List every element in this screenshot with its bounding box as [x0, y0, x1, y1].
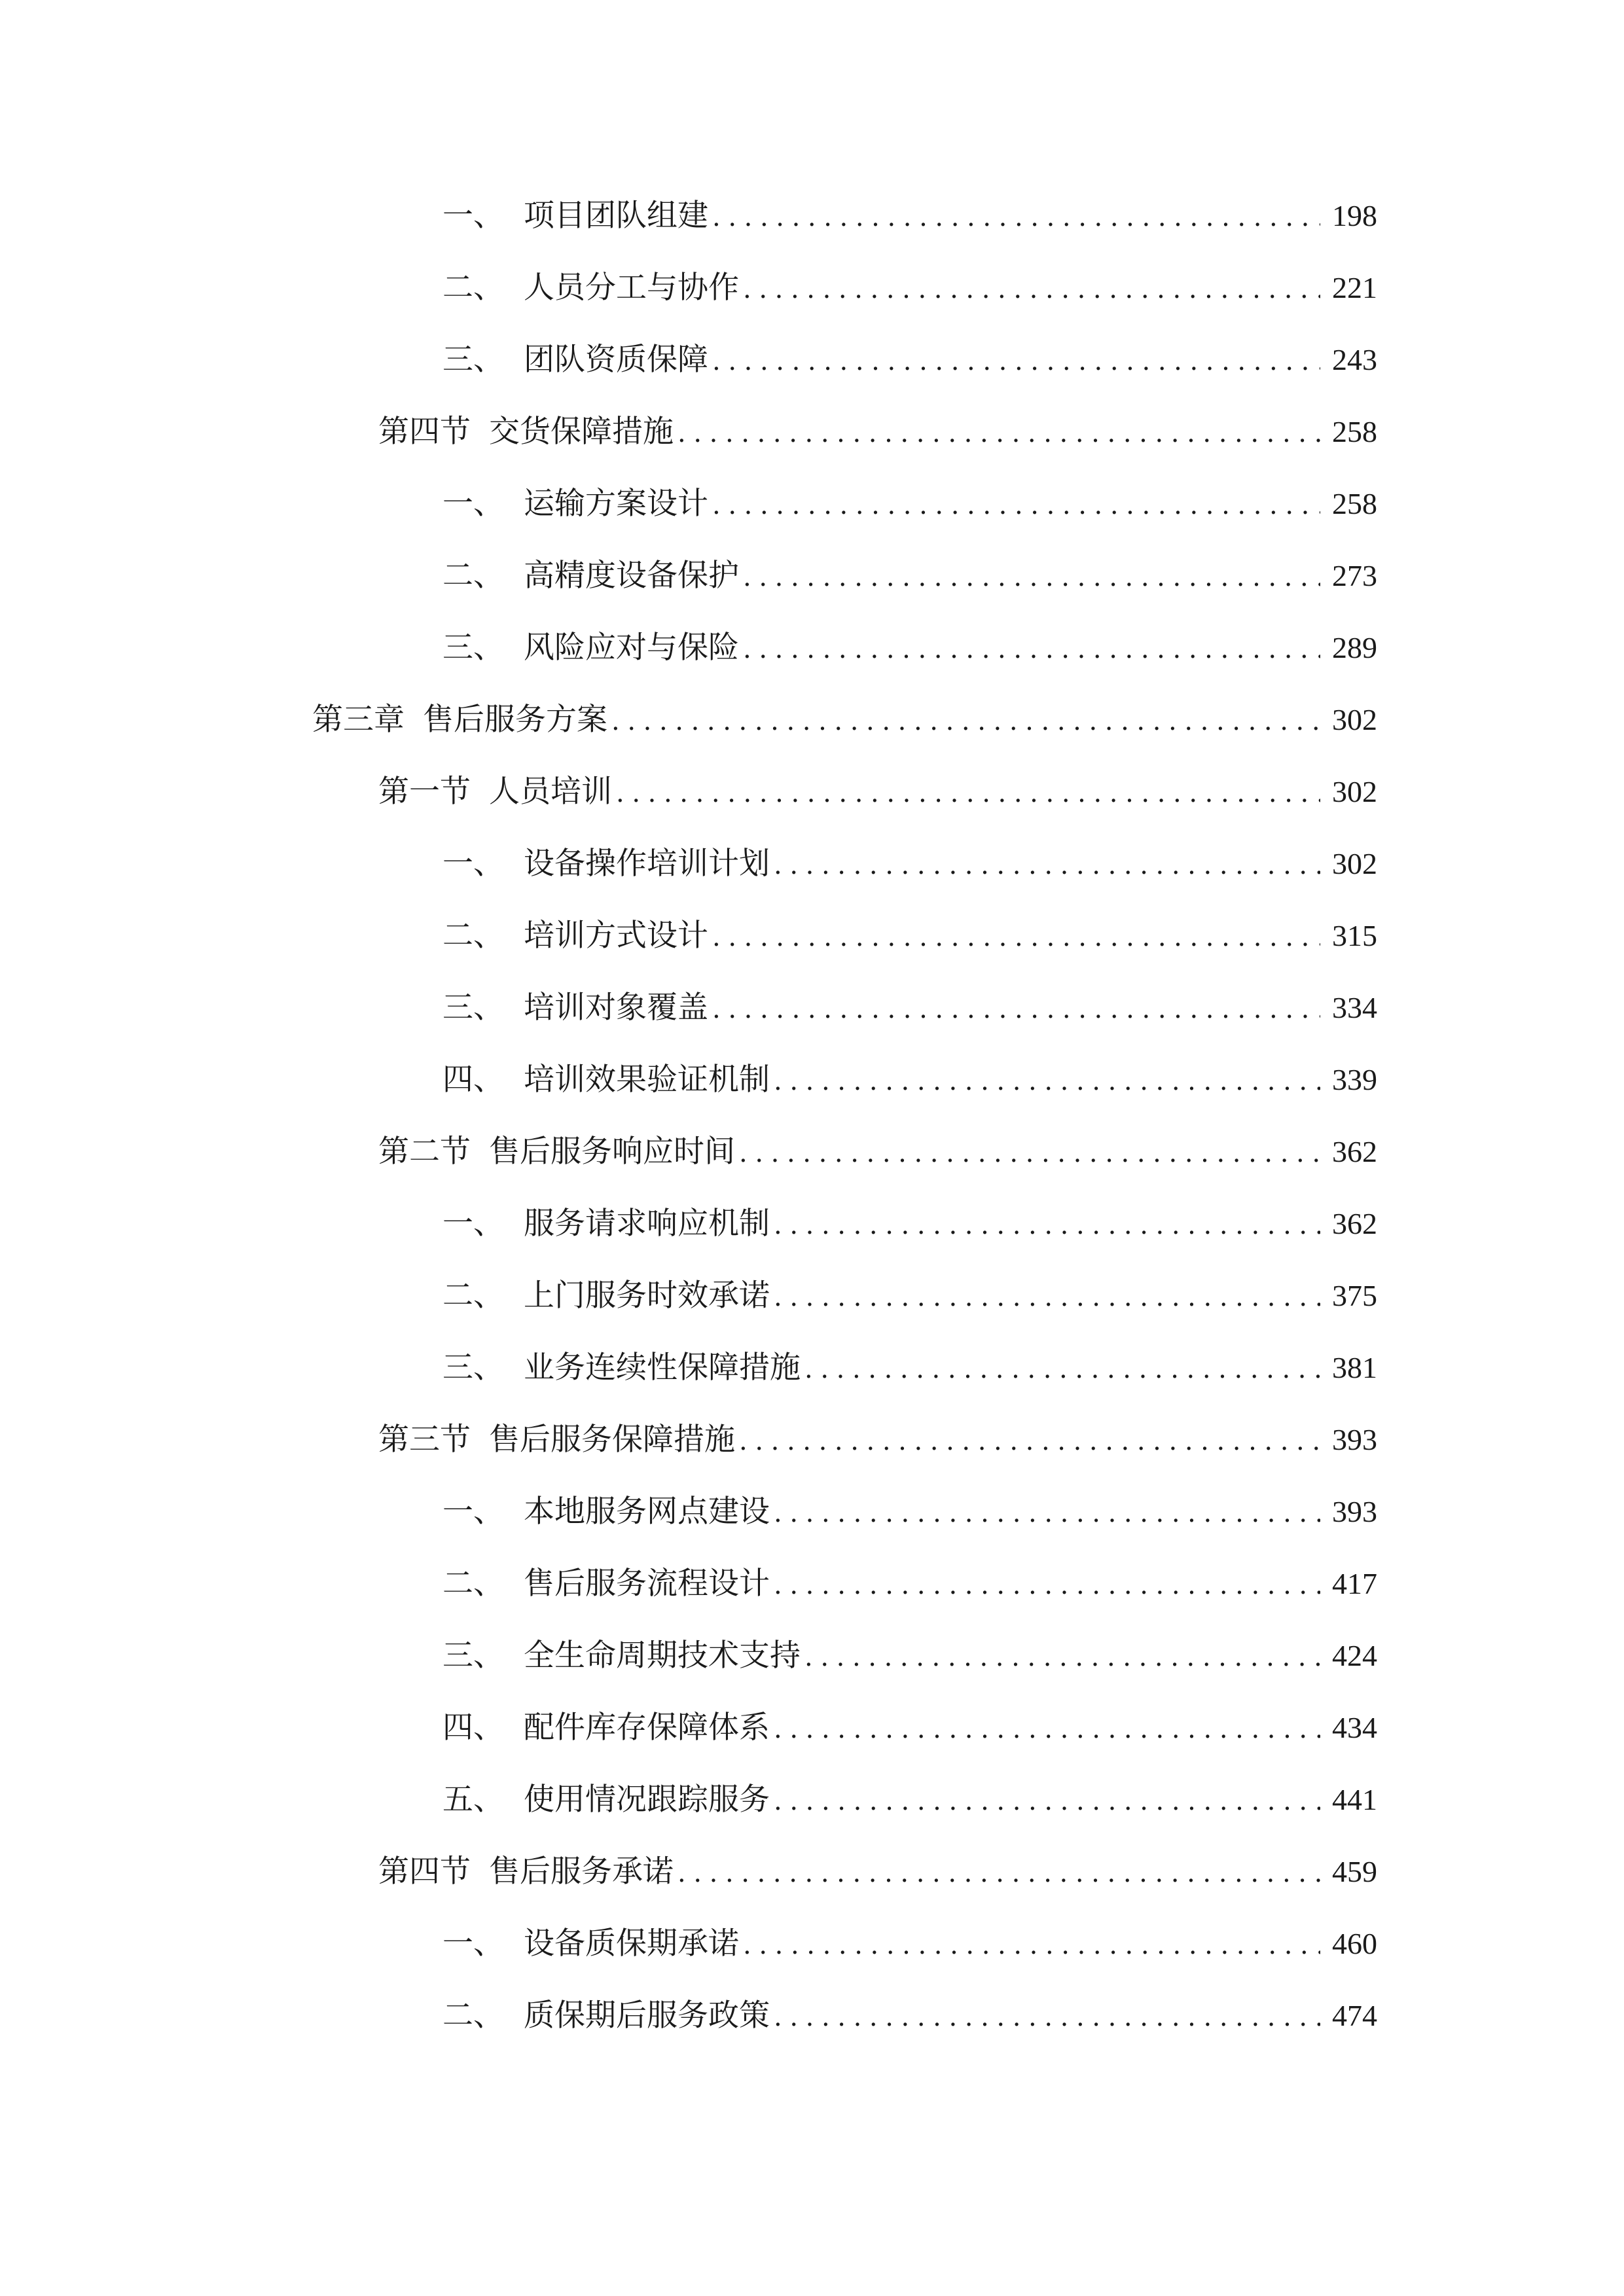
toc-entry-title: 配件库存保障体系 — [524, 1710, 770, 1746]
dot-leader — [774, 1703, 1320, 1755]
toc-entry-title: 交货保障措施 — [489, 414, 674, 450]
dot-leader — [774, 1199, 1320, 1251]
toc-entry-title: 业务连续性保障措施 — [524, 1350, 801, 1386]
toc-entry[interactable] — [442, 1054, 1377, 1106]
toc-entry[interactable] — [442, 1702, 1377, 1754]
toc-entry-page: 375 — [1332, 1279, 1377, 1312]
toc-entry-number: 二、 — [442, 1566, 504, 1602]
toc-entry-page: 221 — [1332, 271, 1377, 304]
dot-leader — [677, 1847, 1320, 1899]
toc-entry-page: 362 — [1332, 1135, 1377, 1168]
toc-entry[interactable] — [378, 766, 1377, 818]
toc-entry[interactable] — [442, 478, 1377, 530]
toc-entry-number: 三、 — [442, 630, 504, 666]
toc-entry[interactable] — [442, 1198, 1377, 1250]
dot-leader — [743, 623, 1320, 675]
toc-entry-number: 一、 — [442, 1494, 504, 1530]
toc-entry-page: 441 — [1332, 1783, 1377, 1816]
toc-entry-page: 315 — [1332, 919, 1377, 952]
toc-entry-page: 198 — [1332, 199, 1377, 232]
toc-entry-title: 售后服务承诺 — [489, 1854, 674, 1890]
toc-entry-number: 二、 — [442, 1998, 504, 2034]
toc-entry[interactable] — [442, 550, 1377, 602]
toc-entry-number: 四、 — [442, 1062, 504, 1098]
toc-entry-number: 三、 — [442, 990, 504, 1026]
toc-entry-number: 三、 — [442, 1350, 504, 1386]
toc-entry-page: 434 — [1332, 1711, 1377, 1744]
toc-entry-page: 474 — [1332, 1999, 1377, 2032]
toc-entry-title: 上门服务时效承诺 — [524, 1278, 770, 1314]
dot-leader — [774, 1991, 1320, 2043]
toc-entry-number: 二、 — [442, 270, 504, 306]
toc-entry-number: 二、 — [442, 1278, 504, 1314]
dot-leader — [712, 335, 1320, 387]
dot-leader — [774, 1271, 1320, 1323]
toc-entry-number: 一、 — [442, 198, 504, 234]
toc-entry-page: 459 — [1332, 1855, 1377, 1888]
toc-entry-page: 339 — [1332, 1063, 1377, 1096]
toc-entry-page: 302 — [1332, 703, 1377, 736]
toc-entry-number: 二、 — [442, 558, 504, 594]
toc-entry-title: 设备质保期承诺 — [524, 1926, 739, 1962]
toc-entry-page: 273 — [1332, 559, 1377, 592]
toc-entry[interactable] — [378, 1846, 1377, 1898]
toc-entry-page: 362 — [1332, 1207, 1377, 1240]
toc-entry-title: 风险应对与保险 — [524, 630, 739, 666]
toc-entry-page: 334 — [1332, 991, 1377, 1024]
toc-entry-page: 289 — [1332, 631, 1377, 664]
toc-entry-number: 一、 — [442, 846, 504, 882]
dot-leader — [712, 479, 1320, 531]
toc-entry[interactable] — [378, 1126, 1377, 1178]
dot-leader — [616, 767, 1320, 819]
dot-leader — [804, 1343, 1320, 1395]
toc-entry-page: 302 — [1332, 847, 1377, 880]
toc-entry-number: 第四节 — [378, 414, 471, 450]
toc-entry-number: 第二节 — [378, 1134, 471, 1170]
toc-entry-title: 本地服务网点建设 — [524, 1494, 770, 1530]
toc-entry-title: 团队资质保障 — [524, 342, 708, 378]
dot-leader — [712, 983, 1320, 1035]
dot-leader — [677, 407, 1320, 459]
dot-leader — [611, 695, 1320, 747]
toc-entry-number: 一、 — [442, 1926, 504, 1962]
toc-entry-number: 第三章 — [312, 702, 405, 738]
toc-entry-page: 243 — [1332, 343, 1377, 376]
dot-leader — [712, 911, 1320, 963]
toc-entry[interactable] — [442, 1270, 1377, 1322]
dot-leader — [743, 263, 1320, 315]
toc-entry-title: 使用情况跟踪服务 — [524, 1782, 770, 1818]
toc-entry-page: 417 — [1332, 1567, 1377, 1600]
toc-entry[interactable] — [442, 1342, 1377, 1394]
toc-entry-title: 售后服务响应时间 — [489, 1134, 735, 1170]
toc-entry-number: 五、 — [442, 1782, 504, 1818]
toc-entry-title: 项目团队组建 — [524, 198, 708, 234]
dot-leader — [774, 1775, 1320, 1827]
toc-entry[interactable] — [442, 838, 1377, 890]
toc-entry[interactable] — [442, 262, 1377, 314]
toc-entry[interactable] — [442, 982, 1377, 1034]
toc-entry-title: 服务请求响应机制 — [524, 1206, 770, 1242]
toc-entry-title: 人员培训 — [489, 774, 612, 810]
toc-entry-number: 第三节 — [378, 1422, 471, 1458]
toc-entry-title: 售后服务保障措施 — [489, 1422, 735, 1458]
toc-entry-page: 381 — [1332, 1351, 1377, 1384]
toc-entry[interactable] — [442, 1990, 1377, 2042]
toc-entry-title: 培训效果验证机制 — [524, 1062, 770, 1098]
dot-leader — [743, 551, 1320, 603]
dot-leader — [739, 1415, 1320, 1467]
toc-entry[interactable] — [442, 622, 1377, 674]
toc-entry-title: 人员分工与协作 — [524, 270, 739, 306]
toc-entry-title: 培训对象覆盖 — [524, 990, 708, 1026]
toc-entry-title: 售后服务方案 — [423, 702, 607, 738]
toc-entry-number: 四、 — [442, 1710, 504, 1746]
toc-entry-title: 培训方式设计 — [524, 918, 708, 954]
toc-entry-page: 460 — [1332, 1927, 1377, 1960]
toc-entry-page: 258 — [1332, 487, 1377, 520]
dot-leader — [712, 191, 1320, 243]
toc-entry-title: 设备操作培训计划 — [524, 846, 770, 882]
toc-entry[interactable] — [442, 1558, 1377, 1610]
toc-entry[interactable] — [378, 406, 1377, 458]
toc-entry-title: 全生命周期技术支持 — [524, 1638, 801, 1674]
toc-entry-title: 质保期后服务政策 — [524, 1998, 770, 2034]
toc-entry[interactable] — [442, 1486, 1377, 1538]
toc-entry-title: 运输方案设计 — [524, 486, 708, 522]
toc-entry[interactable] — [442, 334, 1377, 386]
toc-entry-page: 393 — [1332, 1495, 1377, 1528]
dot-leader — [739, 1127, 1320, 1179]
toc-entry-number: 二、 — [442, 918, 504, 954]
toc-entry[interactable] — [442, 1918, 1377, 1970]
toc-entry-page: 393 — [1332, 1423, 1377, 1456]
toc-entry[interactable] — [378, 1414, 1377, 1466]
toc-entry-number: 三、 — [442, 342, 504, 378]
toc-entry[interactable] — [442, 910, 1377, 962]
toc-entry[interactable] — [312, 694, 1377, 746]
toc-entry-number: 第四节 — [378, 1854, 471, 1890]
toc-entry-page: 258 — [1332, 415, 1377, 448]
dot-leader — [743, 1919, 1320, 1971]
toc-entry-page: 302 — [1332, 775, 1377, 808]
dot-leader — [774, 839, 1320, 891]
toc-entry[interactable] — [442, 1630, 1377, 1682]
toc-entry-number: 一、 — [442, 486, 504, 522]
toc-entry[interactable] — [442, 1774, 1377, 1826]
dot-leader — [774, 1559, 1320, 1611]
toc-entry-number: 三、 — [442, 1638, 504, 1674]
toc-entry-number: 第一节 — [378, 774, 471, 810]
dot-leader — [774, 1055, 1320, 1107]
toc-entry[interactable] — [442, 190, 1377, 242]
toc-entry-page: 424 — [1332, 1639, 1377, 1672]
dot-leader — [774, 1487, 1320, 1539]
toc-entry-title: 高精度设备保护 — [524, 558, 739, 594]
dot-leader — [804, 1631, 1320, 1683]
toc-entry-number: 一、 — [442, 1206, 504, 1242]
toc-entry-title: 售后服务流程设计 — [524, 1566, 770, 1602]
